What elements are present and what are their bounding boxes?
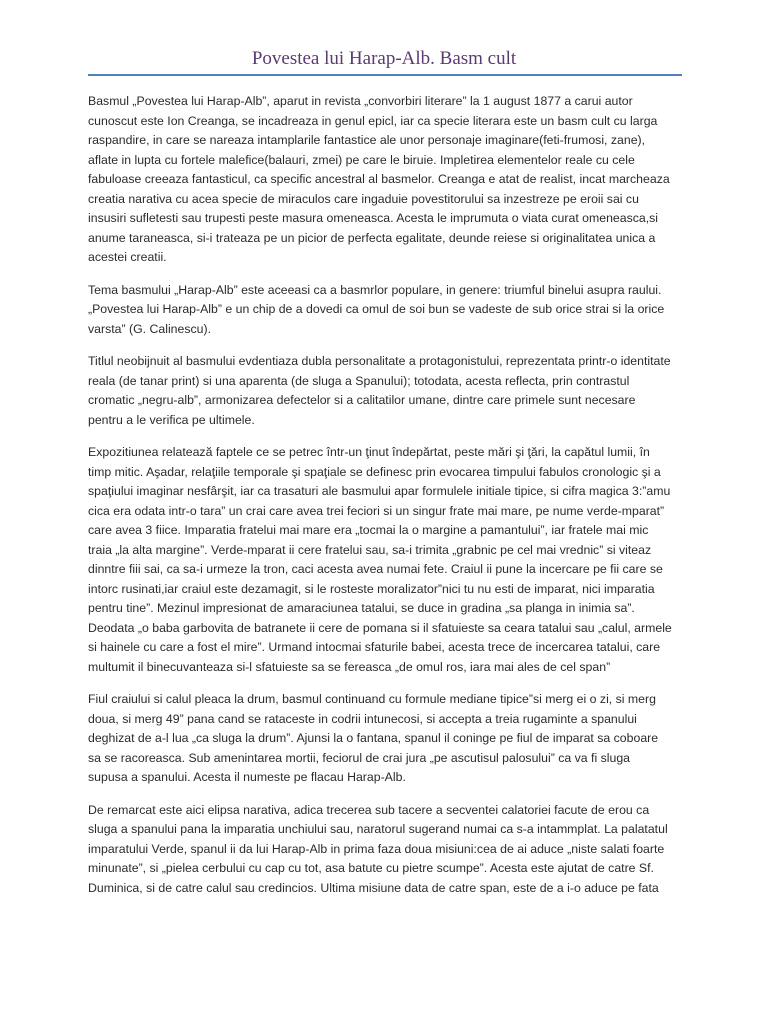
text-line: sa se racoreasca. Sub amenintarea mortii, feciorul de crai jura „pe ascutisul palosului” ca va fi sluga — [88, 750, 631, 765]
document-body — [88, 92, 680, 911]
text-line: reala (de tanar print) si una aparenta (de sluga a Spanului); totodata, acesta reflecta, prin contrastul — [88, 373, 630, 388]
text-line: pentru a le verifica pe ultimele. — [88, 412, 255, 427]
text-line: traia „la alta margine”. Verde-mparat ii cere fratelui sau, sa-i trimita „grabnic pe cel mai vrednic” si viteaz — [88, 542, 652, 557]
text-line: deghizat de a-l lua „ca sluga la drum”. Ajunsi la o fantana, spanul il coninge pe fiul de imparat sa coboare — [88, 731, 659, 745]
title-underline — [88, 74, 682, 76]
text-line: De remarcat este aici elipsa narativa, adica trecerea sub tacere a secventei calatoriei facute de erou ca — [88, 802, 650, 817]
text-line: intorc rusinati,iar craiul este dezamagit, si le rosteste moralizator”nici tu nu esti de imparat, nici imparatia — [88, 581, 655, 596]
text-line: timp mitic. Aşadar, relaţiile temporale şi spaţiale se definesc prin evocarea timpului fabulos cronologic şi a — [88, 464, 661, 479]
text-line: Tema basmului „Harap-Alb” este aceeasi ca a basmrlor populare, in genere: triumful binelui asupra raului. — [88, 282, 662, 297]
text-line: Fiul craiului si calul pleaca la drum, basmul continuand cu formule mediane tipice”si merg ei o zi, si merg — [88, 692, 656, 706]
paragraph — [88, 443, 680, 677]
text-line: Expozitiunea relatează faptele ce se petrec într-un ţinut îndepărtat, peste mări şi ţări, la capătul lumii, în — [88, 445, 650, 459]
text-line: Basmul „Povestea lui Harap-Alb”, aparut in revista „convorbiri literare” la 1 august 1877 a carui autor — [88, 94, 633, 108]
text-line: cromatic „negru-alb”, armonizarea defectelor si a calitatilor umane, dintre care primele sunt necesare — [88, 393, 636, 407]
text-line: imparatului Verde, spanul ii da lui Harap-Alb in prima faza doua misiuni:cea de ai aduce „niste salati foarte — [88, 841, 665, 856]
text-line: spaţiului imaginar nesfârşit, iar ca trasaturi ale basmului apar formulele initiale tipice, si cifra magica 3:”amu — [88, 484, 671, 498]
paragraph — [88, 92, 680, 268]
text-line: sluga a spanului pana la imparatia unchiului sau, naratorul sugerand numai ca s-a intammplat. La palatatul — [88, 822, 668, 836]
text-line: insusiri sufletesti sau trupesti peste masura omeneasca. Acesta le imprumuta o viata curat omeneasca,si — [88, 211, 659, 225]
text-line: pentru tine”. Mezinul impresionat de amaraciunea tatalui, se duce in gradina „sa planga in inimia sa”. — [88, 601, 635, 615]
document-title: Povestea lui Harap-Alb. Basm cult — [251, 48, 517, 69]
text-line: Duminica, si de catre calul sau credincios. Ultima misiune data de catre span, este de a i-o aduce pe fata — [88, 880, 659, 895]
paragraph — [88, 352, 680, 430]
text-line: Deodata „o baba garbovita de batranete ii cere de pomana si il sfatuieste sa ceara tatalui sau „calul, armele — [88, 620, 672, 635]
text-line: supusa a spanului. Acesta il numeste pe flacau Harap-Alb. — [88, 770, 406, 784]
text-line: fabuloase creeaza fantasticul, ca specific ancestral al basmelor. Creanga e atat de realist, incat marcheaza — [88, 172, 670, 186]
text-line: cica era odata intr-o tara” un crai care avea trei feciori si un singur frate mai mare, pe nume verde-mparat” — [88, 503, 665, 518]
text-line: minunate”, si „pielea cerbului cu cap cu tot, asa batute cu pietre scumpe”. Acesta este ajutat de catre Sf. — [88, 861, 654, 875]
text-line: doua, si merg 49” pana cand se rataceste in codrii intunecosi, si accepta a treia rugaminte a spanului — [88, 711, 637, 726]
text-line: creatia narativa cu acea specie de miraculos care ingaduie povestitorului sa inzestreze pe eroii sai cu — [88, 191, 639, 206]
paragraph — [88, 281, 680, 340]
text-line: aflate in lupta cu fortele malefice(balauri, zmei) pe care le biruie. Impletirea elementelor reale cu cele — [88, 152, 635, 167]
text-line: anume taraneasca, si-i trateaza pe un picior de perfecta egalitate, deunde reiese si originalitatea unica a — [88, 230, 656, 245]
text-line: varsta” (G. Calinescu). — [88, 321, 211, 336]
text-line: raspandire, in care se nareaza intamplarile fantastice ale unor personaje imaginare(feti-frumosi, zane), — [88, 133, 646, 147]
text-line: cunoscut este Ion Creanga, se incadreaza in genul epicl, iar ca specie literara este un basm cult cu larga — [88, 113, 658, 128]
text-line: „Povestea lui Harap-Alb” e un chip de a dovedi ca omul de soi bun se vadeste de sub orice strai si la orice — [88, 302, 665, 316]
text-line: Titlul neobijnuit al basmului evdentiaza dubla personalitate a protagonistului, reprezentata printr-o identitate — [88, 354, 671, 368]
text-line: care avea 3 fiice. Imparatia fratelui mai mare era „tocmai la o margine a pamantului”, iar fratele mai mic — [88, 523, 649, 537]
text-line: multumit il binecuvanteaza si-l sfatuieste sa se fereasca „de omul ros, iara mai ales de cel span” — [88, 659, 611, 674]
text-line: si hainele cu care a fost el mire”. Urmand intocmai sfaturile babei, acesta trece de incercarea tatalui, care — [88, 640, 661, 654]
text-line: dinntre fiii sai, ca sa-i urmeze la tron, caci acesta avea numai fete. Craiul ii pune la incercare pe fii care se — [88, 562, 663, 576]
paragraph — [88, 690, 680, 788]
text-line: acestei creatii. — [88, 250, 167, 264]
paragraph — [88, 801, 680, 899]
